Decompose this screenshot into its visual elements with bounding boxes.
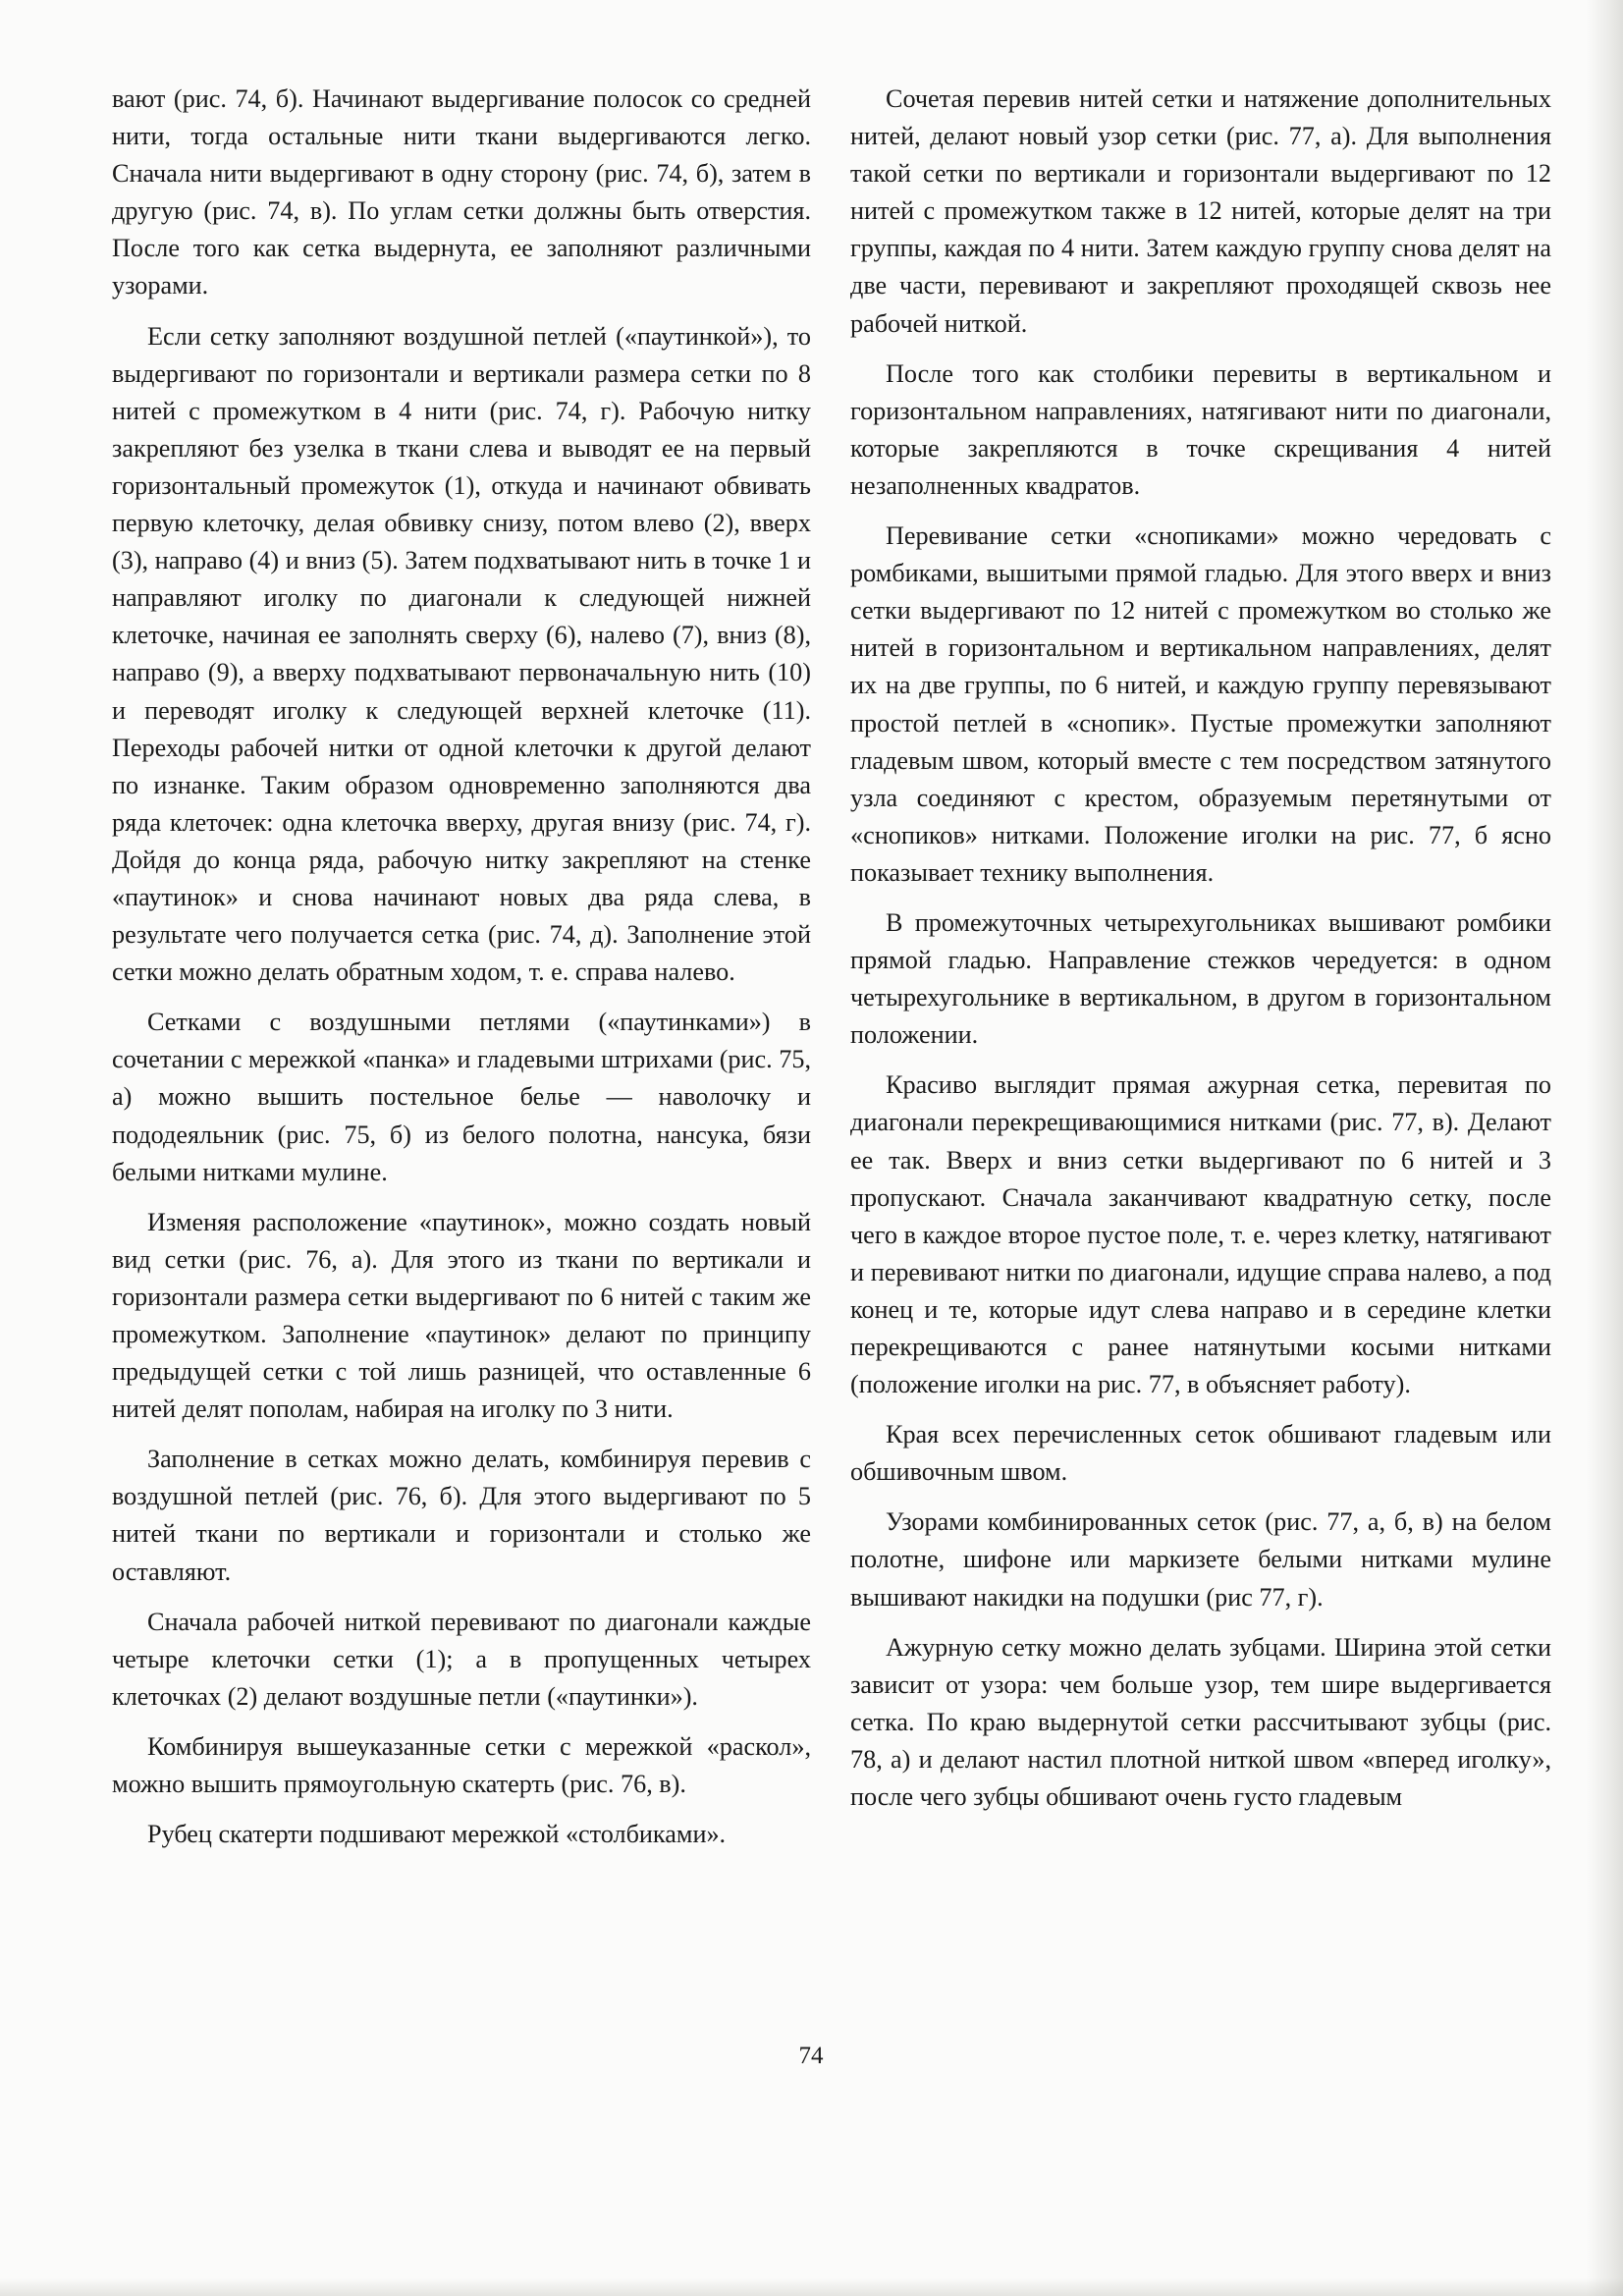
right-text-column xyxy=(850,81,1551,1829)
paragraph: Рубец скатерти подшивают мережкой «столбиками». xyxy=(147,1820,727,1849)
page-bottom-shadow xyxy=(0,2278,1623,2296)
paragraph: Комбинируя вышеуказанные сетки с мережкой «раскол», можно вышить прямоугольную скатерть (рис. 76, в). xyxy=(112,1731,811,1799)
left-text-column xyxy=(112,81,811,1866)
paragraph: Ажурную сетку можно делать зубцами. Ширина этой сетки зависит от узора: чем больше узор, тем шире выдергивается сетка. По краю выдернутой сетки рассчитывают зубцы (рис. 78, а) и делают настил плотной ниткой швом «вперед иголку», после чего зубцы обшивают очень густо гладевым xyxy=(850,1632,1551,1812)
paragraph: Изменяя расположение «паутинок», можно создать новый вид сетки (рис. 76, а). Для этого из ткани по вертикали и горизонтали размера сетки выдергивают по 6 нитей с таким же промежутком. Заполнение «паутинок» делают по принципу предыдущей сетки с той лишь разницей, что оставленные 6 нитей делят пополам, набирая на иголку по 3 нити. xyxy=(112,1207,811,1424)
paragraph: Сочетая перевив нитей сетки и натяжение дополнительных нитей, делают новый узор сетки (рис. 77, а). Для выполнения такой сетки по вертикали и горизонтали выдергивают по 12 нитей с промежутком также в 12 нитей, которые делят на три группы, каждая по 4 нити. Затем каждую группу снова делят на две части, перевивают и закрепляют проходящей сквозь нее рабочей ниткой. xyxy=(850,84,1551,338)
paragraph: вают (рис. 74, б). Начинают выдергивание полосок со средней нити, тогда остальные нити ткани выдергиваются легко. Сначала нити выдергивают в одну сторону (рис. 74, б), затем в другую (рис. 74, в). По углам сетки должны быть отверстия. После того как сетка выдернута, ее заполняют различными узорами. xyxy=(112,84,811,301)
paragraph: Узорами комбинированных сеток (рис. 77, а, б, в) на белом полотне, шифоне или маркизете белыми нитками мулине вышивают накидки на подушки (рис 77, г). xyxy=(850,1507,1551,1612)
paragraph: После того как столбики перевиты в вертикальном и горизонтальном направлениях, натягивают нити по диагонали, которые закрепляются в точке скрещивания 4 нитей незаполненных квадратов. xyxy=(850,358,1551,500)
paragraph: Красиво выглядит прямая ажурная сетка, перевитая по диагонали перекрещивающимися нитками (рис. 77, в). Делают ее так. Вверх и вниз сетки выдергивают по 6 нитей и 3 пропускают. Сначала заканчивают квадратную сетку, после чего в каждое второе пустое поле, т. е. через клетку, натягивают и перевивают нитки по диагонали, идущие справа налево, а под конец и те, которые идут слева направо и в середине клетки перекрещиваются с ранее натянутыми косыми нитками (положение иголки на рис. 77, в объясняет работу). xyxy=(850,1070,1551,1399)
paragraph: Сетками с воздушными петлями («паутинками») в сочетании с мережкой «панка» и гладевыми штрихами (рис. 75, а) можно вышить постельное белье — наволочку и пододеяльник (рис. 75, б) из белого полотна, нансука, бязи белыми нитками мулине. xyxy=(112,1008,811,1186)
paragraph: Перевивание сетки «снопиками» можно чередовать с ромбиками, вышитыми прямой гладью. Для этого вверх и вниз сетки выдергивают по 12 нитей с промежутком во столько же нитей в горизонтальном и вертикальном направлениях, делят их на две группы, по 6 нитей, и каждую группу перевязывают простой петлей в «снопик». Пустые промежутки заполняют гладевым швом, который вместе с тем посредством затянутого узла соединяют с крестом, образуемым перетянутыми от «снопиков» нитками. Положение иголки на рис. 77, б ясно показывает технику выполнения. xyxy=(850,521,1551,887)
paragraph: В промежуточных четырехугольниках вышивают ромбики прямой гладью. Направление стежков чередуется: в одном четырехугольнике в вертикальном, в другом в горизонтальном положении. xyxy=(850,907,1551,1050)
paragraph: Заполнение в сетках можно делать, комбинируя перевив с воздушной петлей (рис. 76, б). Для этого выдергивают по 5 нитей ткани по вертикали и горизонтали и столько же оставляют. xyxy=(112,1445,811,1586)
page-edge-shadow xyxy=(1586,0,1623,2296)
paragraph: Края всех перечисленных сеток обшивают гладевым или обшивочным швом. xyxy=(850,1420,1551,1487)
paragraph: Сначала рабочей ниткой перевивают по диагонали каждые четыре клеточки сетки (1); а в пропущенных четырех клеточках (2) делают воздушные петли («паутинки»). xyxy=(112,1607,811,1711)
paragraph: Если сетку заполняют воздушной петлей («паутинкой»), то выдергивают по горизонтали и вертикали размера сетки по 8 нитей с промежутком в 4 нити (рис. 74, г). Рабочую нитку закрепляют без узелка в ткани слева и выводят ее на первый горизонтальный промежуток (1), откуда и начинают обвивать первую клеточку, делая обвивку снизу, потом влево (2), вверх (3), направо (4) и вниз (5). Затем подхватывают нить в точке 1 и направляют иголку по диагонали к следующей нижней клеточке, начиная ее заполнять сверху (6), налево (7), вниз (8), направо (9), а вверху подхватывают первоначальную нить (10) и переводят иголку к следующей верхней клеточке (11). Переходы рабочей нитки от одной клеточки к другой делают по изнанке. Таким образом одновременно заполняются два ряда клеточек: одна клеточка вверху, другая внизу (рис. 74, г). Дойдя до конца ряда, рабочую нитку закрепляют на стенке «паутинок» и снова начинают новых два ряда слева, в результате чего получается сетка (рис. 74, д). Заполнение этой сетки можно делать обратным ходом, т. е. справа налево. xyxy=(112,321,811,987)
page-number: 74 xyxy=(798,2043,824,2069)
